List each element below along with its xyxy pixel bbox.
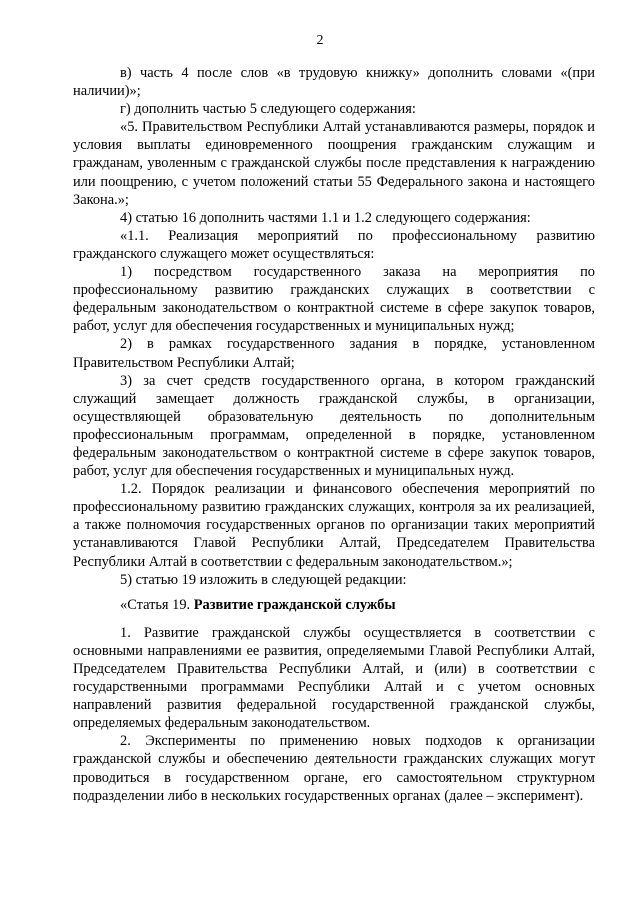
paragraph-part-1-1: «1.1. Реализация мероприятий по профессиональному развитию гражданского служащего может осуществляться: [73, 227, 595, 262]
paragraph-subitem-2: 2) в рамках государственного задания в порядке, установленном Правительством Республики Алтай; [73, 336, 595, 371]
paragraph-part-1-2: 1.2. Порядок реализации и финансового обеспечения мероприятий по профессиональному развитию гражданских служащих, контроля за их реализацией, а также полномочия государственных органов по организации таких мероприятий устанавливаются Главой Республики Алтай, Председателем Правительства Республики Алтай в соответствии с федеральным законодательством.»; [73, 481, 595, 570]
paragraph-subitem-3: 3) за счет средств государственного органа, в котором гражданский служащий замещает должность гражданской службы, в организации, осуществляющей образовательную деятельность по дополнительным профессиональным программам, определенной в порядке, установленном федеральным законодательством о контрактной системе в сфере закупок товаров, работ, услуг для обеспечения государственных и муниципальных нужд. [73, 372, 595, 480]
article-heading [73, 596, 595, 614]
article-paragraph-2: 2. Эксперименты по применению новых подходов к организации гражданской службы и обеспечению деятельности гражданских служащих могут проводиться в государственном органе, его самостоятельном структурном подразделении либо в нескольких государственных органах (далее – эксперимент). [73, 733, 595, 804]
paragraph-item-g: г) дополнить частью 5 следующего содержания: [120, 101, 416, 118]
article-heading-title: Развитие гражданской службы [193, 596, 396, 613]
paragraph-subitem-1: 1) посредством государственного заказа на мероприятия по профессиональному развитию гражданских служащих в соответствии с федеральным законодательством о контрактной системе в сфере закупок товаров, работ, услуг для обеспечения государственных и муниципальных нужд; [73, 264, 595, 335]
page-number: 2 [316, 33, 324, 48]
paragraph-item-v: в) часть 4 после слов «в трудовую книжку» дополнить словами «(при наличии)»; [73, 65, 595, 100]
document-body [73, 64, 595, 805]
paragraph-item-4: 4) статью 16 дополнить частями 1.1 и 1.2 следующего содержания: [120, 209, 531, 226]
article-heading-prefix: «Статья 19. [120, 596, 194, 613]
paragraph-part-5: «5. Правительством Республики Алтай устанавливаются размеры, порядок и условия выплаты единовременного поощрения гражданским служащим и гражданам, уволенным с гражданской службы после представления к награждению или поощрению, с учетом положений статьи 55 Федерального закона и настоящего Закона.»; [73, 119, 595, 208]
article-paragraph-1: 1. Развитие гражданской службы осуществляется в соответствии с основными направлениями ее развития, определяемыми Главой Республики Алтай, Председателем Правительства Республики Алтай, и (или) в соответствии с государственными программами Республики Алтай и с учетом основных направлений развития федеральной государственной гражданской службы, определяемых федеральным законодательством. [73, 624, 595, 732]
paragraph-item-5: 5) статью 19 изложить в следующей редакции: [120, 571, 407, 588]
